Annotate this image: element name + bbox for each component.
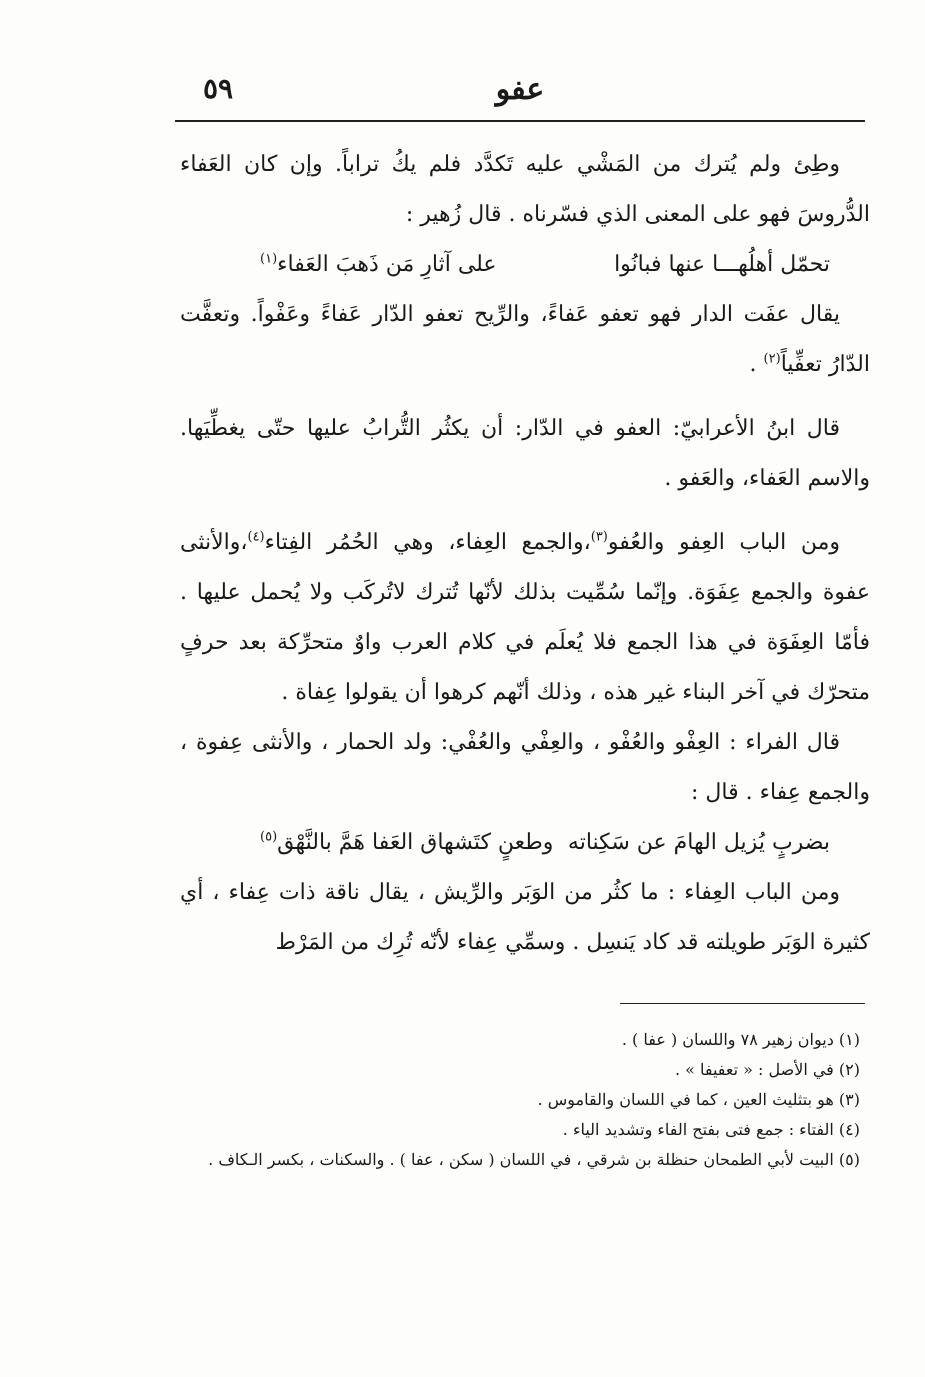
verse-hemistich-1: بضربٍ يُزيل الهامَ عن سَكِناته: [567, 830, 830, 855]
page-header: [175, 60, 865, 122]
footnote-ref-1: (١): [260, 251, 278, 267]
verse-hemistich-2: وطعنٍ كتَشهاق العَفا هَمَّ بالنَّهْق$^{(٥)}$: [260, 829, 554, 855]
verse-tumhan: [180, 818, 870, 868]
paragraph-4: ومن الباب العِفو والعُفو$^{(٣)}$،والجمع العِفاء، وهي الحُمُر الفِتاء$^{(٤)}$،والأنثى عفوة والجمع عِفَوَة. وإنّما سُمِّيت بذلك لأنّها تُترك لاتُركَب ولا يُحمل عليها . فأمّا العِفَوَة في هذا الجمع فلا يُعلَم في كلام العرب واوٌ متحرِّكة بعد حرفٍ متحرّك في آخر البناء غير هذه ، وذلك أنّهم كرهوا أن يقولوا عِفاة .: [180, 529, 870, 705]
footnote-ref-2: (٢): [763, 351, 781, 367]
paragraph-6: ومن الباب العِفاء : ما كثُر من الوَبَر والرِّيش ، يقال ناقة ذات عِفاء ، أي كثيرة الوَبَر طويلته قد كاد يَنسِل . وسمِّي عِفاء لأنّه تُرِك من المَرْط: [180, 880, 870, 955]
main-text: [180, 140, 870, 968]
paragraph-2: يقال عفَت الدار فهو تعفو عَفاءً، والرِّيح تعفو الدّار عَفاءً وعَفْواً. وتعفَّت الدّارُ تعفِّياً$^{(٢)}$ .: [180, 302, 870, 377]
paragraph-3: قال ابنُ الأعرابيّ: العفو في الدّار: أن يكثُر التُّرابُ عليها حتّى يغطِّيَها. والاسم العَفاء، والعَفو .: [180, 416, 870, 491]
verse-hemistich-2: على آثارِ مَن ذَهبَ العَفاء$^{(١)}$: [260, 251, 497, 277]
footnote-3: (٣) هو بتثليث العين ، كما في اللسان والقاموس .: [537, 1090, 860, 1109]
footnote-divider: [620, 1003, 865, 1004]
verse-hemistich-1: تحمّل أهلُهـــا عنها فبانُوا: [614, 252, 830, 277]
footnote-ref-4: (٤): [247, 529, 265, 545]
paragraph-5: قال الفراء : العِفْو والعُفْو ، والعِفْي والعُفْي: ولد الحمار ، والأنثى عِفوة ، والجمع عِفاء . قال :: [180, 730, 870, 805]
running-title: عفو: [495, 72, 545, 107]
footnotes: [190, 1025, 860, 1175]
verse-zuhair: [180, 240, 870, 290]
footnote-ref-5: (٥): [260, 829, 278, 845]
footnote-5: (٥) البيت لأبي الطمحان حنظلة بن شرقي ، في اللسان ( سكن ، عفا ) . والسكنات ، بكسر الـكاف .: [208, 1150, 860, 1169]
footnote-1: (١) ديوان زهير ٧٨ واللسان ( عفا ) .: [621, 1030, 860, 1049]
page-number: ٥٩: [203, 72, 234, 105]
footnote-4: (٤) الفتاء : جمع فتى بفتح الفاء وتشديد الياء .: [562, 1120, 860, 1139]
paragraph-1: وطِئ ولم يُترك من المَشْي عليه تَكدَّد فلم يكُ تراباً. وإن كان العَفاء الدُّروسَ فهو على المعنى الذي فسّرناه . قال زُهير :: [180, 152, 870, 227]
footnote-2: (٢) في الأصل : « تعفيفا » .: [674, 1060, 860, 1079]
footnote-ref-3: (٣): [590, 529, 608, 545]
